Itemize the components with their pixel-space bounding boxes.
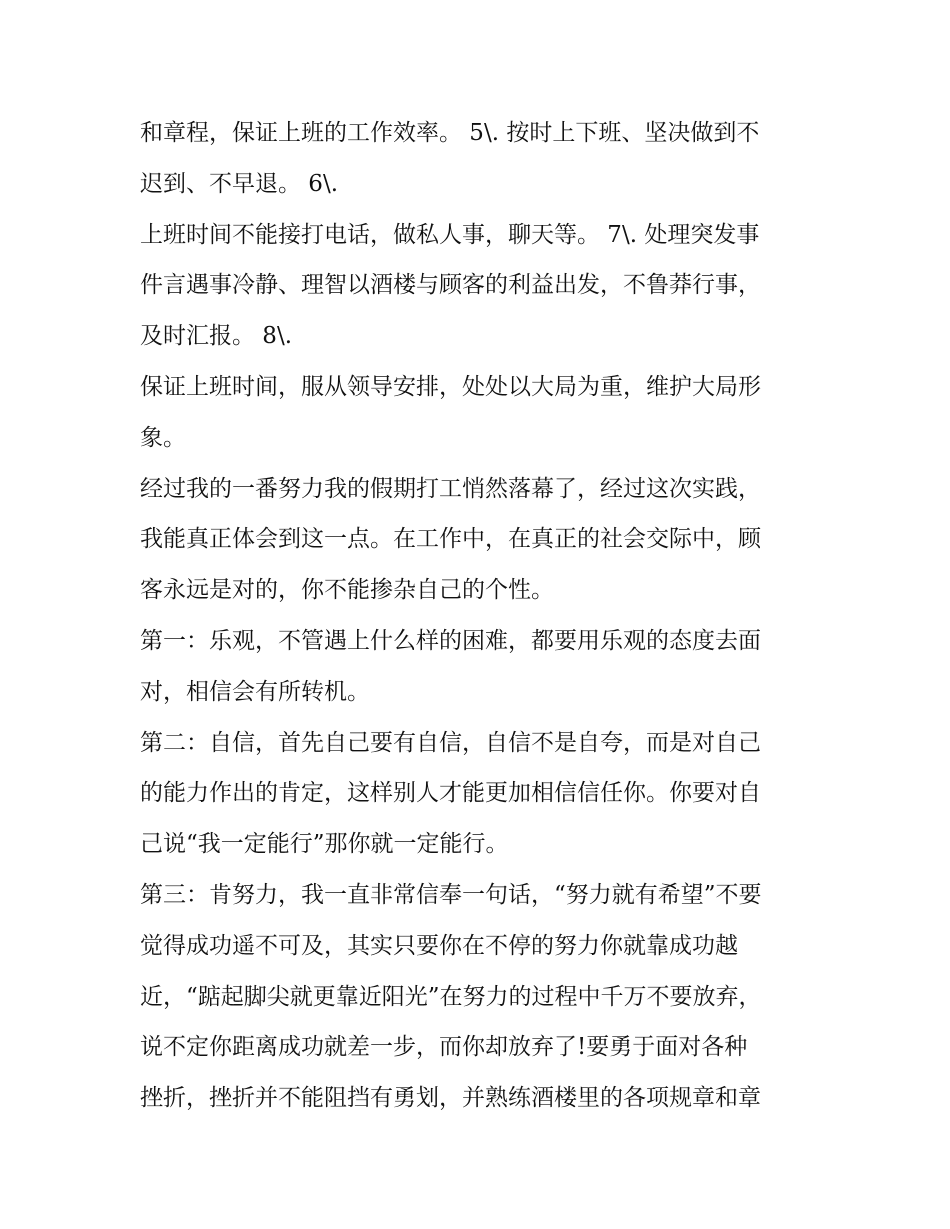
text-line: 对，相信会有所转机。 <box>140 678 370 705</box>
text-line: 上班时间不能接打电话，做私人事，聊天等。 7\. 处理突发事 <box>140 221 760 248</box>
text-line: 己说“我一定能行”那你就一定能行。 <box>140 831 509 858</box>
body-text <box>140 108 830 1124</box>
text-line: 及时汇报。 8\. <box>140 323 293 350</box>
text-line: 件言遇事冷静、理智以酒楼与顾客的利益出发，不鲁莽行事， <box>140 272 761 299</box>
text-line: 保证上班时间，服从领导安排，处处以大局为重，维护大局形 <box>140 373 761 400</box>
text-line: 的能力作出的肯定，这样别人才能更加相信信任你。你要对自 <box>140 780 761 807</box>
text-line: 说不定你距离成功就差一步，而你却放弃了!要勇于面对各种 <box>140 1034 748 1061</box>
text-line: 近，“踮起脚尖就更靠近阳光”在努力的过程中千万不要放弃， <box>140 983 762 1010</box>
text-line: 和章程，保证上班的工作效率。 5\. 按时上下班、坚决做到不 <box>140 120 760 146</box>
text-line: 象。 <box>140 424 186 451</box>
text-line: 客永远是对的，你不能掺杂自己的个性。 <box>140 577 554 604</box>
text-line: 经过我的一番努力我的假期打工悄然落幕了，经过这次实践， <box>140 475 761 502</box>
text-line: 第三：肯努力，我一直非常信奉一句话，“努力就有希望”不要 <box>140 881 762 908</box>
text-line: 第一：乐观，不管遇上什么样的困难，都要用乐观的态度去面 <box>140 627 761 654</box>
text-line: 第二：自信，首先自己要有自信，自信不是自夸，而是对自己 <box>140 729 761 756</box>
text-line: 我能真正体会到这一点。在工作中，在真正的社会交际中，顾 <box>140 526 761 553</box>
text-line: 觉得成功遥不可及，其实只要你在不停的努力你就靠成功越 <box>140 932 738 959</box>
text-line: 挫折，挫折并不能阻挡有勇划，并熟练酒楼里的各项规章和章 <box>140 1085 761 1112</box>
text-line: 迟到、不早退。 6\. <box>140 170 339 197</box>
